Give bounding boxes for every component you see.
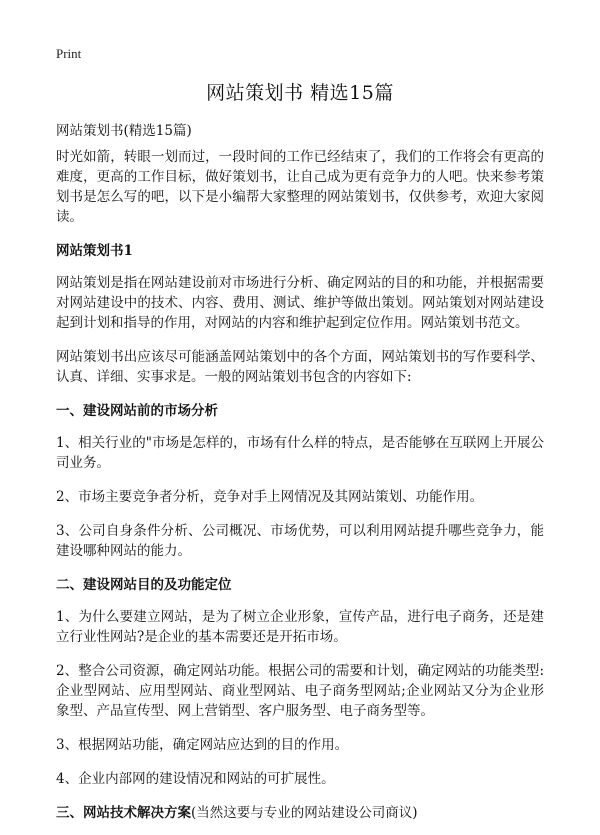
heading-section-3 — [56, 803, 544, 823]
plan-1-para-1: 网站策划是指在网站建设前对市场进行分析、确定网站的目的和功能，并根据需要对网站建设中的技术、内容、费用、测试、维护等做出策划。网站策划对网站建设起到计划和指导的作用，对网站的内容和维护起到定位作用。网站策划书范文。 — [56, 275, 544, 331]
heading-section-2: 二、建设网站目的及功能定位 — [56, 577, 232, 593]
intro-paragraph: 时光如箭，转眼一划而过，一段时间的工作已经结束了，我们的工作将会有更高的难度，更高的工作目标，做好策划书，让自己成为更有竞争力的人吧。快来参考策划书是怎么写的吧，以下是小编帮大家整理的网站策划书，仅供参考，欢迎大家阅读。 — [56, 149, 544, 225]
document-subtitle: 网站策划书(精选15篇) — [56, 123, 192, 139]
heading-section-1: 一、建设网站前的市场分析 — [56, 403, 218, 419]
print-link[interactable]: Print — [56, 46, 82, 61]
heading-plan-1: 网站策划书1 — [56, 243, 133, 259]
section-2-item-2: 2、整合公司资源，确定网站功能。根据公司的需要和计划，确定网站的功能类型:企业型网站、应用型网站、商业型网站、电子商务型网站;企业网站又分为企业形象型、产品宣传型、网上营销型、客户服务型、电子商务型等。 — [56, 663, 544, 719]
document-title: 网站策划书 精选15篇 — [206, 82, 394, 104]
section-2-item-4: 4、企业内部网的建设情况和网站的可扩展性。 — [56, 771, 335, 787]
heading-section-3-text: 三、网站技术解决方案 — [56, 805, 191, 821]
section-2-item-3: 3、根据网站功能，确定网站应达到的目的作用。 — [56, 737, 349, 753]
section-1-item-2: 2、市场主要竞争者分析，竞争对手上网情况及其网站策划、功能作用。 — [56, 489, 484, 505]
section-1-item-1: 1、相关行业的"市场是怎样的，市场有什么样的特点，是否能够在互联网上开展公司业务。 — [56, 435, 544, 471]
plan-1-para-2: 网站策划书出应该尽可能涵盖网站策划中的各个方面，网站策划书的写作要科学、认真、详细、实事求是。一般的网站策划书包含的内容如下: — [56, 349, 544, 385]
heading-section-3-note: (当然这要与专业的网站建设公司商议) — [191, 805, 418, 821]
document-body — [56, 121, 544, 835]
section-1-item-3: 3、公司自身条件分析、公司概况、市场优势，可以利用网站提升哪些竞争力，能建设哪种网站的能力。 — [56, 523, 544, 559]
section-2-item-1: 1、为什么要建立网站，是为了树立企业形象，宣传产品，进行电子商务，还是建立行业性网站?是企业的基本需要还是开拓市场。 — [56, 609, 544, 645]
